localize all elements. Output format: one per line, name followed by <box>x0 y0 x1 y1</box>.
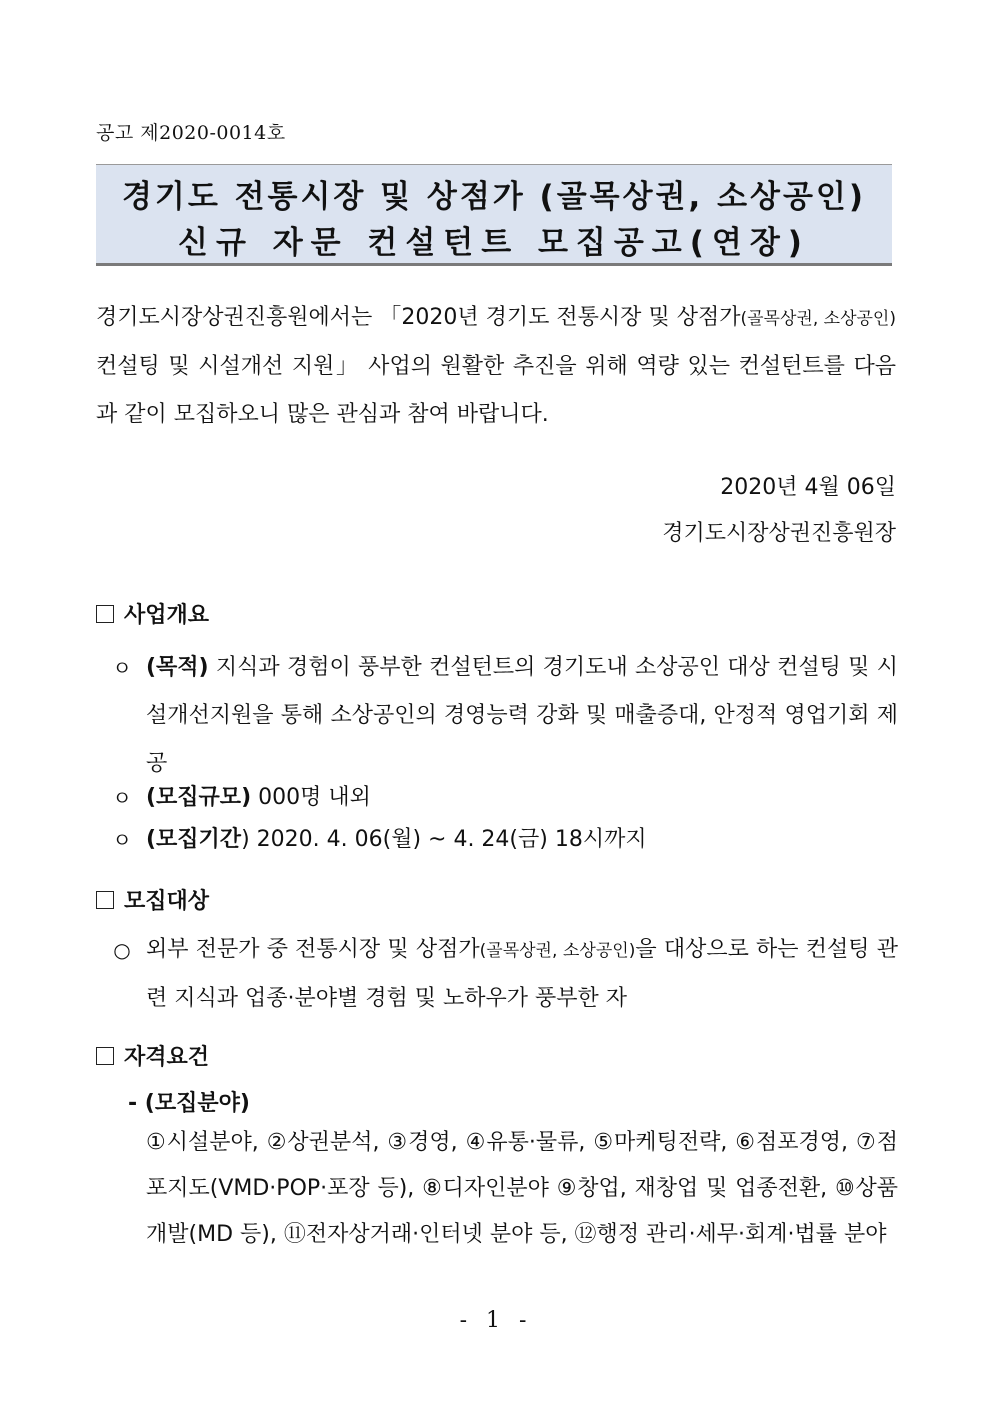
purpose-body: 지식과 경험이 풍부한 컨설턴트의 경기도내 소상공인 대상 컨설팅 및 시설개선지원을 통해 소상공인의 경영능력 강화 및 매출증대, 안정적 영업기회 제공 <box>146 655 898 776</box>
section-heading-label: 모집대상 <box>124 889 210 914</box>
list-item-period <box>110 816 898 864</box>
list-item-target <box>110 926 898 1022</box>
section-heading-label: 자격요건 <box>124 1045 210 1070</box>
section-target-heading <box>96 884 209 915</box>
circle-bullet-icon: ㅇ <box>112 828 132 852</box>
square-box-icon <box>96 605 114 623</box>
scale-label: (모집규모) <box>146 785 252 810</box>
period-body: ) 2020. 4. 06(월) ~ 4. 24(금) 18시까지 <box>241 827 647 852</box>
period-label: (모집기간 <box>146 827 242 852</box>
square-box-icon <box>96 1047 114 1065</box>
title-box <box>96 164 892 266</box>
page-number: - 1 - <box>459 1308 533 1333</box>
scale-text <box>146 774 898 822</box>
circle-bullet-icon: ㅇ <box>112 656 132 680</box>
announcement-date: 2020년 4월 06일 <box>720 475 896 500</box>
recruit-fields-list: ①시설분야, ②상권분석, ③경영, ④유통·물류, ⑤마케팅전략, ⑥점포경영, ⑦점포지도(VMD·POP·포장 등), ⑧디자인분야 ⑨창업, 재창업 및 업종전환, ⑩상품 개발(MD 등), ⑪전자상거래·인터넷 분야 등, ⑫행정 관리·세무·회계·법률 분야 <box>146 1130 898 1247</box>
purpose-text <box>146 644 898 788</box>
circle-bullet-icon: ㅇ <box>112 786 132 810</box>
organization-name: 경기도시장상권진흥원장 <box>662 521 896 546</box>
period-text <box>146 816 898 864</box>
intro-part-1: 경기도시장상권진흥원에서는 「2020년 경기도 전통시장 및 상점가 <box>96 305 741 330</box>
circle-bullet-icon: ○ <box>113 938 131 962</box>
notice-number: 공고 제2020-0014호 <box>96 122 286 144</box>
title-line-1: 경기도 전통시장 및 상점가 (골목상권, 소상공인) <box>121 179 867 215</box>
section-overview-heading <box>96 598 209 629</box>
target-text-b: 을 대상으로 하는 컨설팅 관련 지식과 업종·분야별 경험 및 노하우가 풍부한 자 <box>146 937 899 1011</box>
list-item-purpose <box>110 644 898 788</box>
target-text-small: (골목상권, 소상공인) <box>479 941 636 961</box>
intro-part-2: 컨설팅 및 시설개선 지원」 사업의 원활한 추진을 위해 역량 있는 컨설턴트를 다음과 같이 모집하오니 많은 관심과 참여 바랍니다. <box>96 354 896 427</box>
section-heading-label: 사업개요 <box>124 603 210 628</box>
purpose-label: (목적) <box>146 655 209 680</box>
section-qualification-heading <box>96 1040 209 1071</box>
recruit-field-heading: - (모집분야) <box>128 1091 250 1116</box>
intro-part-small: (골목상권, 소상공인) <box>740 309 896 329</box>
title-line-2: 신규 자문 컨설턴트 모집공고(연장) <box>178 225 810 261</box>
target-text-a: 외부 전문가 중 전통시장 및 상점가 <box>146 937 480 962</box>
scale-body: 000명 내외 <box>251 785 371 810</box>
list-item-scale <box>110 774 898 822</box>
square-box-icon <box>96 891 114 909</box>
target-text <box>146 926 898 1023</box>
intro-paragraph <box>96 294 896 439</box>
